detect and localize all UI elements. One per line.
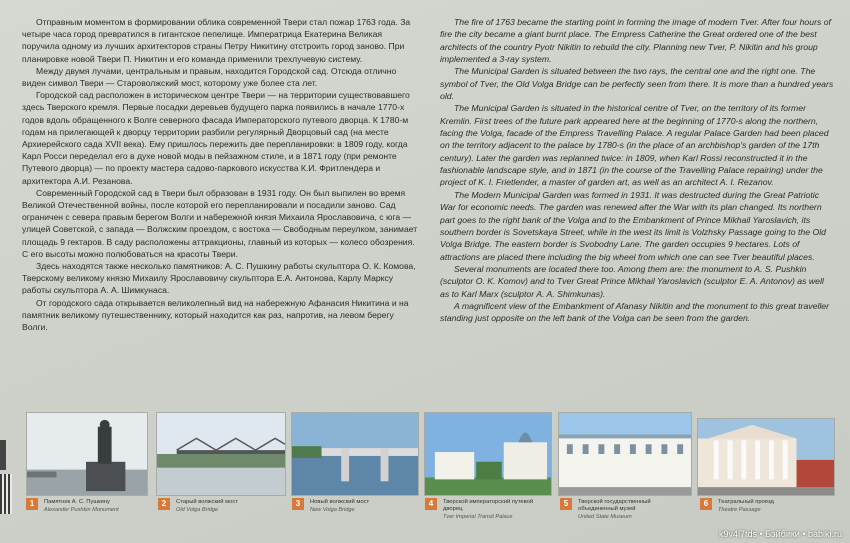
caption-en: United State Museum xyxy=(578,514,632,520)
caption-number-badge: 6 xyxy=(700,498,712,510)
ru-paragraph-6: От городского сада открывается великолепный вид на набережную Афанасия Никитина и на памятник великому путешественнику, который находится как раз, напротив, на левом берегу Волги. xyxy=(22,297,409,333)
qr-code[interactable] xyxy=(0,474,12,514)
ru-paragraph-3: Городской сад расположен в историческом центре Твери — на территории существовавшего здесь Тверского кремля. Первые посадки деревьев будущего парка появились в начале 1770-х годов вдоль обращенного к Волге северного фасада Императорского путевого дворца. К 1780-м годам на прилегающей к дворцу территории разбили регулярный Дворцовый сад (на месте Архиерейского сада XVII века). Ему пришлось пережить две перепланировки: в 1809 году, когда Карл Росси переделал его в духе новой моды в пейзажном стиле, и в 1871 году (при ремонте Путевого дворца) — по проекту мастера садово-паркового искусства К.И. Фритлендера и архитектора А.И. Резанова. xyxy=(22,90,410,186)
photo-old-volga-bridge xyxy=(156,412,286,496)
caption-en: Old Volga Bridge xyxy=(176,507,219,513)
caption-ru: Новый волжский мост xyxy=(310,499,370,505)
english-text-column xyxy=(440,16,834,325)
ru-paragraph-4: Современный Городской сад в Твери был образован в 1931 году. Он был выпилен во время Великой Отечественной войны, после которой его перепланировали и посадили заново. Сад ограничен с севера правым берегом Волги и набережной князя Михаила Ярославовича, с юга — улицей Советской, с запада — Волжским проездом, с востока — Свободным переулком, занимает площадь 9 гектаров. В саду расположены аттракционы, главный из которых — колесо обозрения. С его высоты можно полюбоваться на красоты Твери. xyxy=(22,187,418,259)
en-paragraph-1: The fire of 1763 became the starting point in forming the image of modern Tver. After four hours of fire the city became a giant burnt place. The Empress Catherine the Great ordered one of the best architects of the country Pyotr Nikitin to rebuild the city. Planning new Tver, P. Nikitin and his group implemented a 3-ray system. xyxy=(440,17,831,65)
en-paragraph-3: The Municipal Garden is situated in the historical centre of Tver, on the territory of its former Kremlin. First trees of the future park appeared here at the beginning of 1770-s along the northern, facing the Volga, facade of the Empress Travelling Palace. A regular Palace Garden had been placed on the territory adjacent to the palace by 1780-s (in the place of an archbishop's garden of the 17th century). Later the garden was replanned twice: in 1809, when Karl Rossi reconstructed it in the fashionable landscape style, and in 1871 (in the course of the Travelling Palace repairing) under the project of K. I. Frietlender, a master of garden art, as well as an architect A. I. Rezanov. xyxy=(440,103,829,188)
caption-number-badge: 3 xyxy=(292,498,304,510)
photo-new-volga-bridge xyxy=(291,412,419,496)
ru-paragraph-5: Здесь находятся также несколько памятников: А. С. Пушкину работы скульптора О. К. Комова, Тверскому великому князю Михаилу Ярославовичу скульптора Е.А. Антонова, Карлу Марксу работы скульптора А. А. Шимкунаса. xyxy=(22,261,416,296)
en-paragraph-4: The Modern Municipal Garden was formed in 1931. It was destructed during the Great Patriotic War for economic needs. The garden was renewed after the War with its plan changed. Its northern part goes to the right bank of the Volga and to the Embankment of Prince Mikhail Yaroslavich, its southern border is Sovetskaya Street, while in the west its limit is Volzhsky Passage going to the Old Volga Bridge. The eastern border is Svobodny Lane. The garden occupies 9 hectares. Lots of attractions are placed there including the big wheel from which one can see Tver beautiful places. xyxy=(440,189,826,262)
caption-en: Theatre Passage xyxy=(718,507,761,513)
russian-text-column xyxy=(22,16,418,333)
caption-ru: Театральный проезд xyxy=(718,499,774,505)
caption-ru: Тверской императорский путевой дворец xyxy=(443,499,534,512)
caption-ru: Старый волжский мост xyxy=(176,499,238,505)
caption-number-badge: 2 xyxy=(158,498,170,510)
caption-number-badge: 5 xyxy=(560,498,572,510)
caption-en: Tver Imperial Transit Palace xyxy=(443,514,513,520)
ru-paragraph-1: Отправным моментом в формировании облика современной Твери стал пожар 1763 года. За четыре часа город превратился в гигантское пепелище. Императрица Екатерина Великая поручила одному из лучших архитекторов страны Петру Никитину отстроить город заново. При планировке новой Твери П. Никитин и его команда применили трехлучевую систему. xyxy=(22,17,411,64)
caption-en: New Volga Bridge xyxy=(310,507,355,513)
caption-en: Alexander Pushkin Monument xyxy=(44,507,119,513)
caption-ru: Тверской государственный объединенный музей xyxy=(578,499,651,512)
watermark: k9v4l7tds • Бэйбики • babiki.ru xyxy=(718,529,842,539)
caption-number-badge: 4 xyxy=(425,498,437,510)
qr-code-edge xyxy=(0,440,6,470)
caption-ru: Памятник А. С. Пушкину xyxy=(44,499,110,505)
photo-united-museum xyxy=(558,412,692,496)
en-paragraph-2: The Municipal Garden is situated between the two rays, the central one and the right one. The symbol of Tver, the Old Volga Bridge can be perfectly seen from there. It is more than a hundred years old. xyxy=(440,66,834,102)
caption-number-badge: 1 xyxy=(26,498,38,510)
en-paragraph-5: Several monuments are located there too. Among them are: the monument to A. S. Pushkin (sculptor O. K. Komov) and to Tver Great Prince Mikhail Yaroslavich (sculptor E. A. Antonov) as well as to Karl Marx (sculptor A. A. Shimkunas). xyxy=(440,263,824,299)
photo-pushkin-monument xyxy=(26,412,148,496)
photo-theatre-passage xyxy=(697,418,835,496)
ru-paragraph-2: Между двумя лучами, центральным и правым, находится Городской сад. Отсюда отлично виден символ Твери — Староволжский мост, которому уже более ста лет. xyxy=(22,65,397,89)
en-paragraph-6: A magnificent view of the Embankment of Afanasy Nikitin and the monument to this great traveller standing just opposite on the left bank of the Volga can be seen from the garden. xyxy=(440,300,830,324)
photo-travelling-palace xyxy=(424,412,552,496)
